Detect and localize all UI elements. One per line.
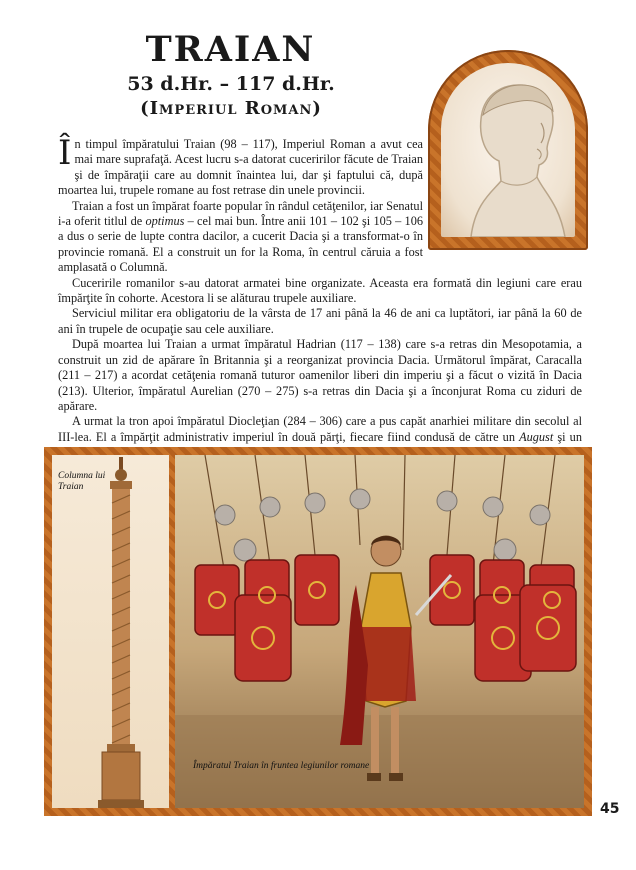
scene-caption: Împăratul Traian în fruntea legiunilor romane [193, 761, 370, 771]
paragraph-1: În timpul împăratului Traian (98 – 117), Imperiul Roman a avut cea mai mare suprafaţă. Acest lucru s-a datorat cuceririlor făcute de Traian şi de împăraţii care au domnit înaintea lui, dar şi faptului că, după moartea lui, trupele romane au fost retrase din unele provincii. [58, 133, 423, 198]
paragraph-3: Cuceririle romanilor s-au datorat armatei bine organizate. Aceasta era formată din legiuni care erau împărţite în cohorte. Acestora li se alăturau trupele auxiliare. [58, 275, 582, 306]
roman-legion-scene-icon [175, 455, 584, 808]
paragraph-4: Serviciul militar era obligatoriu de la vârsta de 17 ani până la 46 de ani ca luptători, iar până la 60 de ani în trupele de ocupaţie sau cele auxiliare. [58, 306, 582, 336]
article-body [58, 133, 582, 461]
illustration-frame [44, 447, 592, 816]
trajan-column-icon [52, 455, 169, 808]
paragraph-5: După moartea lui Traian a urmat împăratul Hadrian (117 – 138) care s-a retras din Mesopotamia, a construit un zid de apărare în Britannia şi a reorganizat provincia Dacia. Următorul împărat, Caracalla (211 – 217) a acordat cetăţenia romană tuturor oamenilor liberi din imperiu şi a făcut o vizită în Dacia (213). Ulterior, împăratul Aurelian (270 – 275) s-a retras din Dacia şi a înconjurat Roma cu ziduri de apărare. [58, 337, 582, 413]
empire-subtitle: (Imperiul Roman) [140, 98, 322, 119]
page-number: 45 [600, 801, 620, 817]
paragraph-6: A urmat la tron apoi împăratul Diocleţian (284 – 306) care a pus capăt anarhiei militare din secolul al III-lea. El a împărţit administrativ imperiul în două părţi, fiecare fiind condusă de către un August şi un [58, 414, 582, 444]
column-panel [52, 455, 169, 808]
reign-dates: 53 d.Hr. – 117 d.Hr. [127, 73, 335, 95]
column-caption: Columna lui Traian [58, 471, 106, 492]
paragraph-2: Traian a fost un împărat foarte popular în rândul cetăţenilor, iar Senatul i-a oferit titlul de optimus – cel mai bun. Între anii 101 – 102 şi 105 – 106 a dus o serie de lupte contra dacilor, a cucerit Dacia şi a transformat-o în provincie romană. El a construit un for la Roma, în centrul căruia a fost amplasată o Columnă. [58, 198, 423, 275]
drop-cap: Î [58, 133, 72, 173]
page-title: TRAIAN [145, 29, 316, 70]
